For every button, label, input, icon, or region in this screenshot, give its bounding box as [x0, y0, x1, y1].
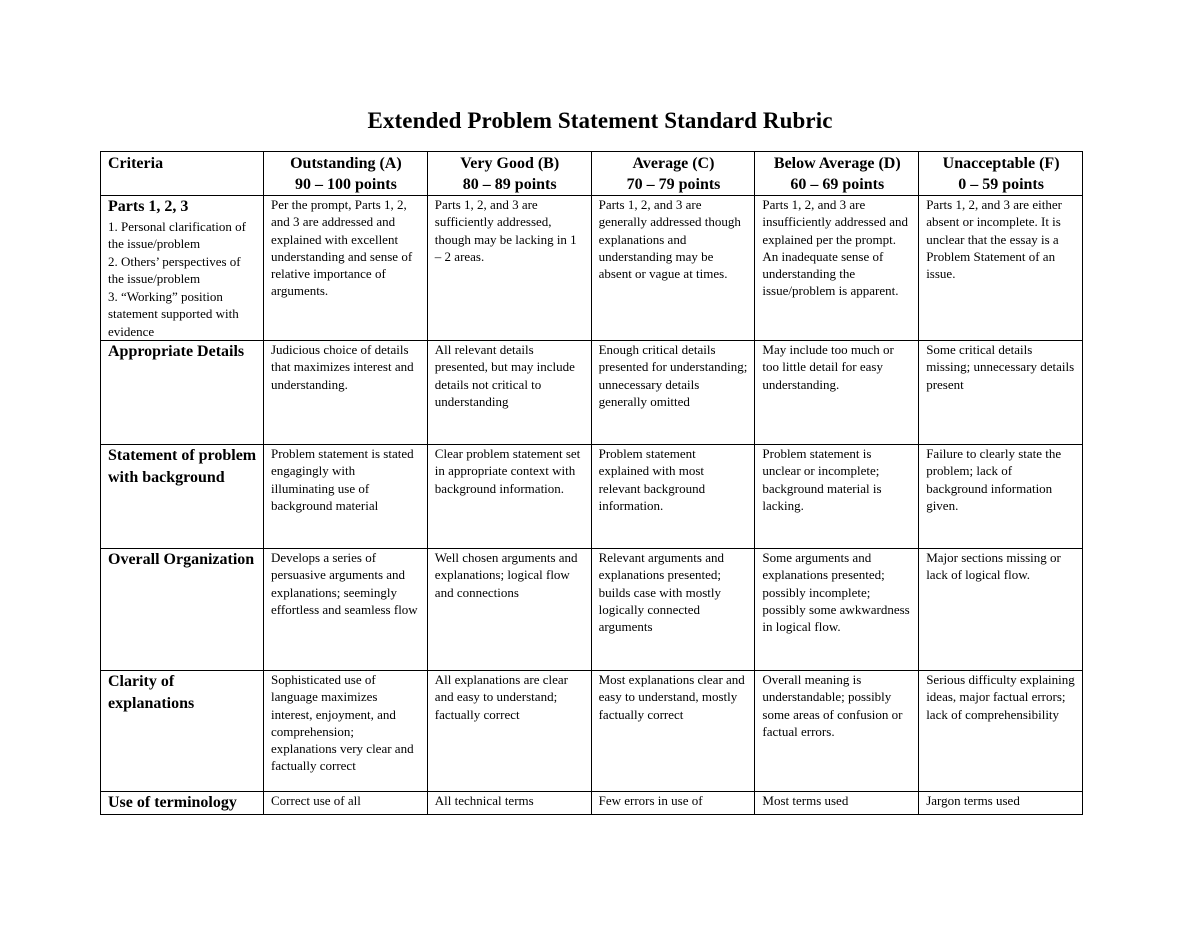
rubric-cell: Some critical details missing; unnecessary details present: [919, 341, 1083, 445]
header-grade-b: Very Good (B) 80 – 89 points: [427, 152, 591, 196]
rubric-cell: Per the prompt, Parts 1, 2, and 3 are addressed and explained with excellent understanding and sense of relative importance of arguments.: [264, 196, 428, 341]
header-grade-c: Average (C) 70 – 79 points: [591, 152, 755, 196]
criterion-detail: 3. “Working” position statement supported with evidence: [108, 288, 239, 339]
criterion-cell: [101, 196, 264, 341]
rubric-cell: Few errors in use of: [591, 792, 755, 815]
rubric-cell: Parts 1, 2, and 3 are sufficiently addressed, though may be lacking in 1 – 2 areas.: [427, 196, 591, 341]
rubric-cell: May include too much or too little detail for easy understanding.: [755, 341, 919, 445]
rubric-cell: Jargon terms used: [919, 792, 1083, 815]
rubric-cell: Enough critical details presented for understanding; unnecessary details generally omitted: [591, 341, 755, 445]
rubric-cell: Problem statement is stated engagingly with illuminating use of background material: [264, 445, 428, 549]
table-header-row: [101, 152, 1083, 196]
rubric-cell: Most terms used: [755, 792, 919, 815]
table-row: [101, 671, 1083, 792]
rubric-cell: Relevant arguments and explanations presented; builds case with mostly logically connected arguments: [591, 549, 755, 671]
table-row: [101, 549, 1083, 671]
rubric-cell: Major sections missing or lack of logical flow.: [919, 549, 1083, 671]
rubric-cell: Some arguments and explanations presented; possibly incomplete; possibly some awkwardness in logical flow.: [755, 549, 919, 671]
criterion-cell: Use of terminology: [101, 792, 264, 815]
header-points: 70 – 79 points: [626, 176, 721, 193]
header-points: 90 – 100 points: [295, 176, 397, 193]
rubric-cell: Develops a series of persuasive arguments and explanations; seemingly effortless and seamless flow: [264, 549, 428, 671]
header-grade-f: Unacceptable (F) 0 – 59 points: [919, 152, 1083, 196]
table-row: [101, 445, 1083, 549]
table-row: [101, 341, 1083, 445]
rubric-cell: Most explanations clear and easy to understand, mostly factually correct: [591, 671, 755, 792]
header-points: 0 – 59 points: [958, 176, 1044, 193]
rubric-cell: Parts 1, 2, and 3 are either absent or incomplete. It is unclear that the essay is a Problem Statement of an issue.: [919, 196, 1083, 341]
rubric-cell: Failure to clearly state the problem; lack of background information given.: [919, 445, 1083, 549]
criterion-detail: 1. Personal clarification of the issue/problem: [108, 218, 246, 251]
rubric-cell: Clear problem statement set in appropriate context with background information.: [427, 445, 591, 549]
table-row: [101, 792, 1083, 815]
rubric-cell: All explanations are clear and easy to understand; factually correct: [427, 671, 591, 792]
rubric-cell: Correct use of all: [264, 792, 428, 815]
header-grade-d: Below Average (D) 60 – 69 points: [755, 152, 919, 196]
rubric-cell: Well chosen arguments and explanations; logical flow and connections: [427, 549, 591, 671]
table-row: [101, 196, 1083, 341]
rubric-cell: Sophisticated use of language maximizes interest, enjoyment, and comprehension; explanations very clear and factually correct: [264, 671, 428, 792]
criterion-cell: Appropriate Details: [101, 341, 264, 445]
rubric-cell: Overall meaning is understandable; possibly some areas of confusion or factual errors.: [755, 671, 919, 792]
rubric-cell: Judicious choice of details that maximizes interest and understanding.: [264, 341, 428, 445]
rubric-cell: All relevant details presented, but may include details not critical to understanding: [427, 341, 591, 445]
rubric-cell: Serious difficulty explaining ideas, major factual errors; lack of comprehensibility: [919, 671, 1083, 792]
rubric-cell: Parts 1, 2, and 3 are insufficiently addressed and explained per the prompt. An inadequate sense of understanding the issue/problem is apparent.: [755, 196, 919, 341]
criterion-cell: Overall Organization: [101, 549, 264, 671]
criterion-cell: Clarity of explanations: [101, 671, 264, 792]
rubric-cell: Problem statement explained with most relevant background information.: [591, 445, 755, 549]
header-points: 60 – 69 points: [790, 176, 885, 193]
header-grade-a: Outstanding (A) 90 – 100 points: [264, 152, 428, 196]
rubric-cell: All technical terms: [427, 792, 591, 815]
criterion-cell: Statement of problem with background: [101, 445, 264, 549]
rubric-cell: Parts 1, 2, and 3 are generally addressed though explanations and understanding may be absent or vague at times.: [591, 196, 755, 341]
rubric-table: [100, 151, 1083, 815]
header-points: 80 – 89 points: [462, 176, 557, 193]
document-title: Extended Problem Statement Standard Rubric: [367, 108, 833, 133]
criterion-detail: 2. Others’ perspectives of the issue/problem: [108, 253, 241, 286]
header-criteria: Criteria: [101, 152, 264, 196]
criterion-label: Parts 1, 2, 3: [108, 198, 189, 215]
rubric-cell: Problem statement is unclear or incomplete; background material is lacking.: [755, 445, 919, 549]
